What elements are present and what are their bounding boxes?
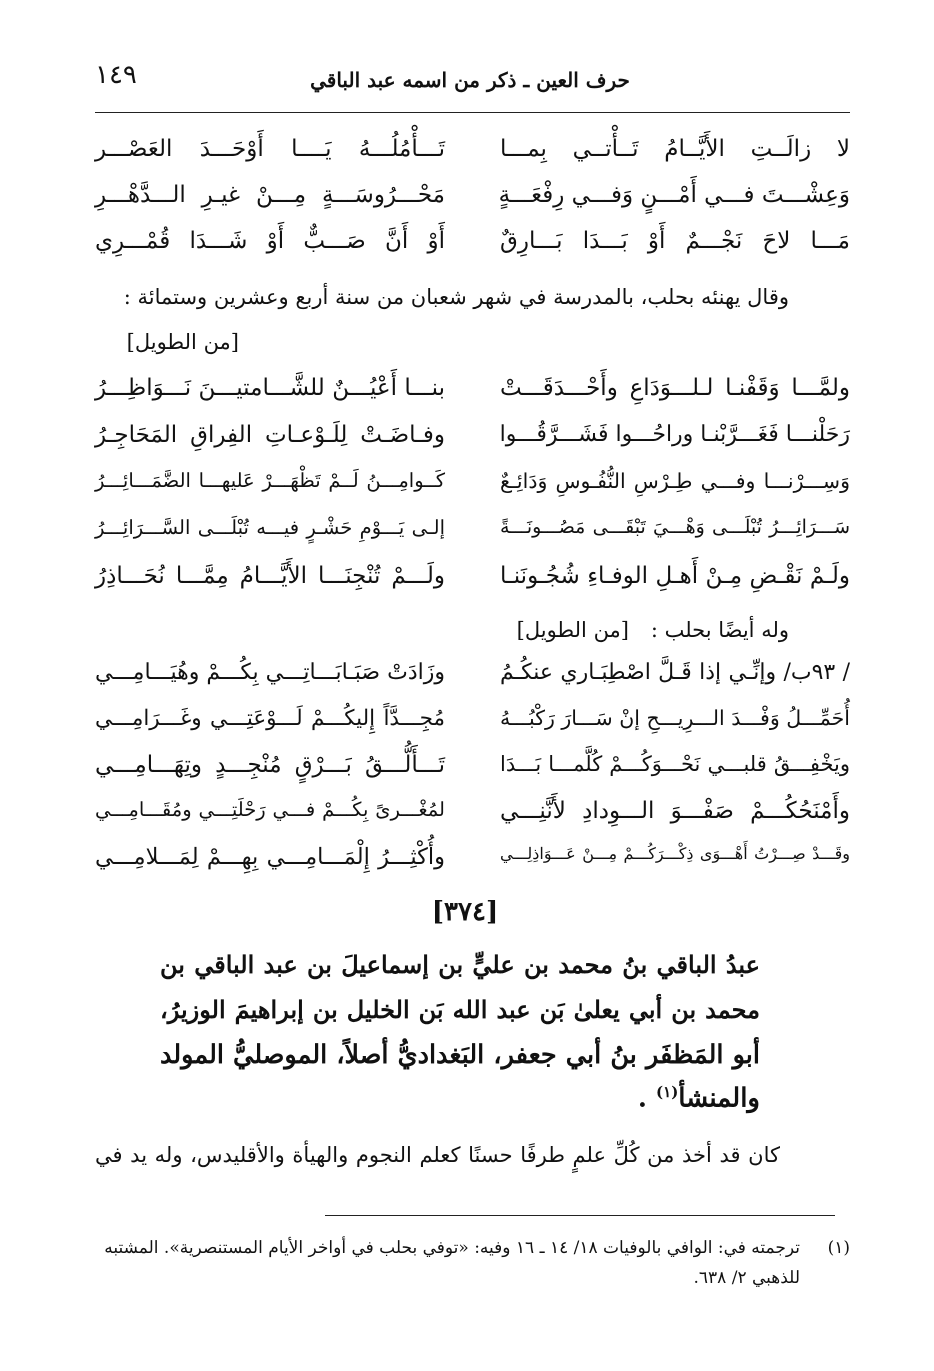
poem1-verse-2-second-hemistich: مَحْـــرُوسَـــةٍ مِـــنْ غيـرِ الـــدَّهْـــرِ	[95, 182, 445, 208]
footnote-mark: (١)	[827, 1238, 850, 1258]
entry-name-period: .	[637, 1083, 647, 1114]
footnote-reference[interactable]: (١)	[656, 1083, 679, 1101]
poem1-verse-3-first-hemistich: مَـــا لاحَ نَجْـــمٌ أَوْ بَـــدَا بَـــارِقٌ	[500, 228, 850, 254]
poem3-intro: وله أيضًا بحلب :	[650, 618, 789, 642]
footnote-line-1	[95, 1238, 850, 1258]
poem2-verse-5-second-hemistich: ولَـــمْ تُنْجِنَـــا الأَيَّـــامُ مِمَّـــا نُحَـــاذِرُ	[95, 563, 445, 589]
poem3-verse-4-second-hemistich: لمُغْـــرىً بِكُـــمْ فـــي رَحْلَتِـــي ومُقَـــامِـــي	[95, 798, 445, 821]
entry-name-line-2: محمد بن أبي يعلىٰ بَن عبد الله بَن الخليل بن إبراهيمَ الوزيرُ،	[160, 995, 760, 1024]
poem2-verse-5-first-hemistich: ولَـمْ نَقْـضِ مِـنْ أَهـلِ الوفـاءِ شُجُـونَنـا	[500, 563, 850, 589]
poem3-verse-4	[95, 798, 850, 838]
poem3-verse-5-second-hemistich: وأُكْثِـــرُ إِلْمَـــامِـــي بِهِـــمْ لِمَـــلامِـــي	[95, 844, 445, 870]
poem2-verse-3-second-hemistich: كَــوامِـــنُ لَــمْ تَظْهَـــرْ عَليهـــا الضَّمَـــائِـــرُ	[95, 469, 445, 492]
entry-biography: كان قد أخذ من كُلِّ علمٍ طرفًا حسنًا كعلم النجوم والهيأة والأقليدس، وله يد في	[95, 1143, 780, 1167]
poem2-verse-1-second-hemistich: بنـــا أَعْيُـــنٌ للشَّـــامتيـــنَ نَـــوَاظِـــرُ	[95, 375, 445, 401]
entry-number: [٣٧٤]	[431, 897, 499, 927]
poem2-verse-2-second-hemistich: وفـاضَـتْ لِلَـوْعـاتِ الفِراقِ المَحَاجِـرُ	[95, 422, 445, 448]
poem3-verse-2-first-hemistich: أُحَمِّـــلُ وَفْـــدَ الـــرِيـــحِ إنْ سَـــارَ رَكْبُـــهُ	[500, 706, 850, 730]
poem3-verse-2-second-hemistich: مُجِـــدَّاً إِليكُـــمْ لَـــوْعَتِـــي وغَـــرَامِـــي	[95, 706, 445, 731]
poem1-verse-3	[95, 228, 850, 268]
footnote-text-2: للذهبي ٢/ ٦٣٨.	[693, 1268, 800, 1288]
poem1-verse-3-second-hemistich: أَوْ أَنَّ صَـــبٌّ أَوْ شَـــدَا قُمْـــرِي	[95, 228, 445, 254]
entry-name-line-4	[638, 1083, 760, 1114]
entry-name-line-3: أبو المَظفَر بنُ أبي جعفر، البَغداديُّ أصلاً، الموصليُّ المولد	[160, 1040, 760, 1070]
poem3-verse-5	[95, 844, 850, 884]
poem3-verse-1	[95, 660, 850, 700]
running-title: حرف العين ـ ذكر من اسمه عبد الباقي	[310, 68, 630, 92]
poem2-verse-2	[95, 422, 850, 462]
poem3-meter: [من الطويل]	[516, 618, 629, 642]
poem3-verse-1-second-hemistich: وزَادَتْ صَبَـابَـــاتِـــي بِكُـــمْ وهُيَـــامِـــي	[95, 660, 445, 685]
poem2-verse-1	[95, 375, 850, 415]
footnote-line-2	[95, 1268, 850, 1288]
poem2-verse-2-first-hemistich: رَحَلْنـــا فَغَـــرَّبْنـا وراحُـــوا فَشَـــرَّقُـــوا	[499, 422, 850, 447]
poem2-verse-5	[95, 563, 850, 603]
poem2-verse-4-first-hemistich: سَـــرَائِـــرُ تُبْلَـــى وَهْـــيَ تَبْقَـــى مَصُـــونَـــةً	[500, 516, 850, 538]
poem2-verse-3-first-hemistich: وَسِـــرْنـــا وفـــي طِـرْسِ النُّفُـوسِ وَدَائِـعٌ	[500, 469, 850, 493]
poem2-intro: وقال يهنئه بحلب، بالمدرسة في شهر شعبان من سنة أربع وعشرين وستمائة :	[123, 285, 789, 309]
poem2-meter: [من الطويل]	[126, 330, 239, 354]
poem3-verse-3-second-hemistich: تَـــأَلُّـــقُ بَـــرْقٍ مُنْجِـــدٍ وتِهَـــامِـــي	[95, 752, 445, 778]
poem1-verse-1	[95, 136, 850, 176]
poem2-verse-1-first-hemistich: ولمَّـــا وَقَفْنـا لـلـــوَدَاعِ وأَحْـــدَقَـــتْ	[500, 375, 850, 401]
poem3-verse-2	[95, 706, 850, 746]
poem2-verse-4-second-hemistich: إلـى يَـــوْمِ حَشْـرٍ فيـــه تُبْلَـــى السَّـــرَائِـــرُ	[95, 516, 445, 539]
header-rule	[95, 112, 850, 113]
poem3-verse-4-first-hemistich: وأَمْنَحُكُـــمْ صَفْـــوَ الـــوِدادِ لأَنَّنِـــي	[500, 798, 850, 824]
page-number: ١٤٩	[95, 60, 137, 90]
poem3-verse-3	[95, 752, 850, 792]
footnote-rule	[325, 1215, 835, 1216]
poem1-verse-1-second-hemistich: تَـــأْمُلُـــهُ يَــــا أَوْحَـــدَ العَصْـــر	[95, 136, 445, 162]
entry-name-line-1: عبدُ الباقي بنُ محمد بن عليٍّ بن إسماعيلَ بن عبد الباقي بن	[160, 950, 760, 979]
entry-name-ending: والمنشأ	[678, 1083, 760, 1114]
poem2-verse-3	[95, 469, 850, 509]
footnote-text-1: ترجمته في: الوافي بالوفيات ١٨/ ١٤ ـ ١٦ وفيه: «توفي بحلب في أواخر الأيام المستنصرية». المشتبه	[104, 1238, 800, 1258]
poem2-verse-4	[95, 516, 850, 556]
poem1-verse-1-first-hemistich: لا زالَــتِ الأَيَّــامُ تَــأْتــي بِمـــا	[500, 136, 850, 162]
poem1-verse-2	[95, 182, 850, 222]
poem3-verse-3-first-hemistich: ويَخْفِـــقُ قلبـــي نَحْـــوَكُـــمْ كُلَّمـــا بَـــدَا	[500, 752, 850, 776]
poem3-verse-1-first-hemistich: / ٩٣ب/ وإنِّـي إذا قَـلَّ اصْطِبَـاري عنكُـمُ	[500, 660, 850, 685]
poem3-verse-5-first-hemistich: وقَـــدْ صِـــرْتُ أَهْـــوَى ذِكْـــرَكُـــمْ مِـــنْ عَـــوَاذِلِـــي	[500, 844, 850, 863]
poem1-verse-2-first-hemistich: وَعِشْـــتَ فـــي أَمْـــنٍ وَفـــي رِفْعَـــةٍ	[498, 182, 850, 208]
